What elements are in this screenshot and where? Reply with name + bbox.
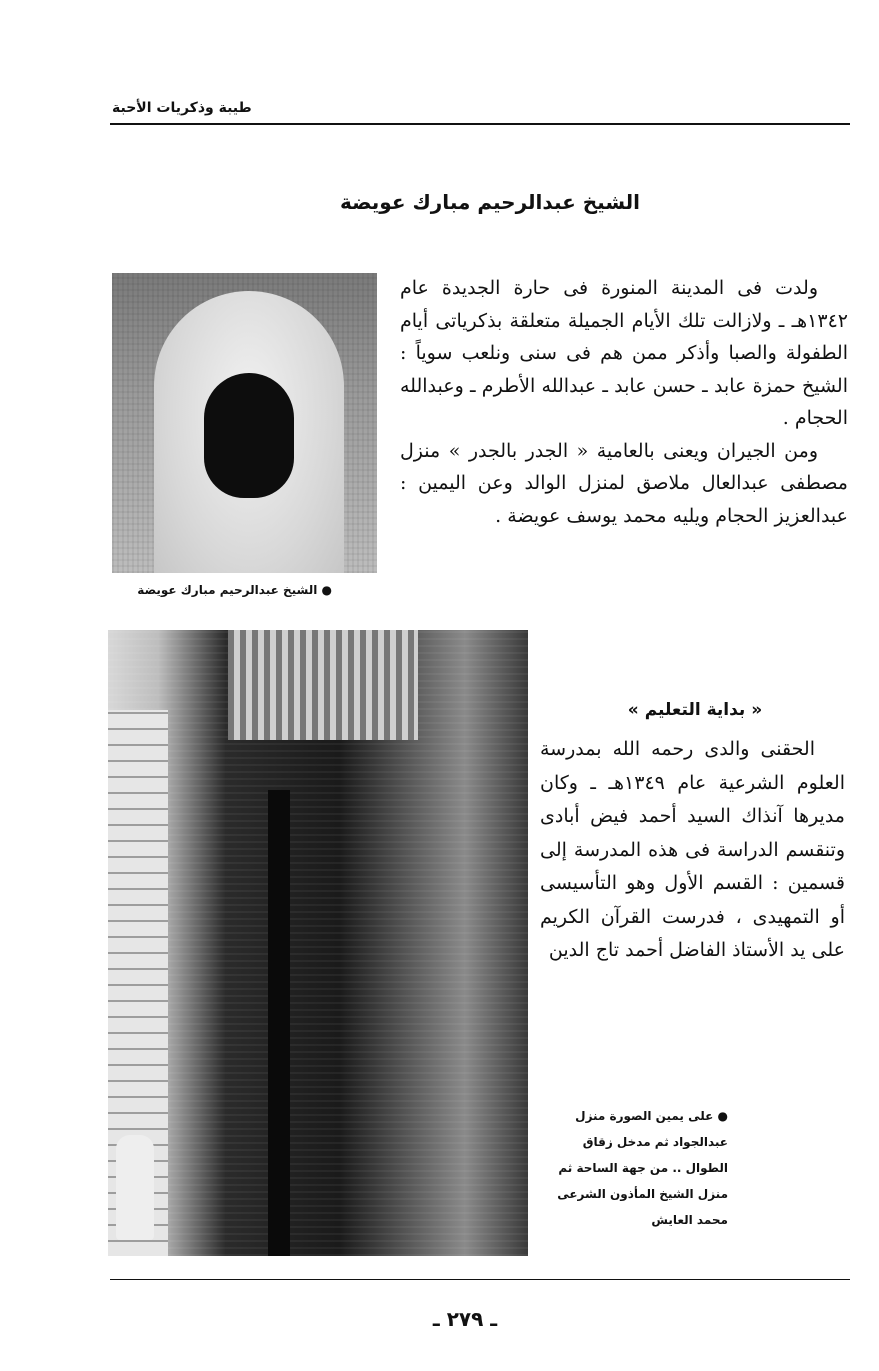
street-photo-window [228, 630, 418, 740]
caption-line: محمد العايش [651, 1213, 728, 1227]
caption-line: الطوال .. من جهة الساحة ثم [558, 1161, 728, 1175]
page-number: ـ ٢٧٩ ـ [432, 1307, 498, 1331]
intro-paragraph: ومن الجيران ويعنى بالعامية « الجدر بالجدر » منزل مصطفى عبدالعال ملاصق لمنزل الوالد وعن اليمين : عبدالعزيز الحجام ويليه محمد يوسف عويضة . [400, 439, 848, 527]
intro-text [400, 272, 848, 532]
street-photo-pole [268, 790, 290, 1256]
section-paragraph: الحقنى والدى رحمه الله بمدرسة العلوم الشرعية عام ١٣٤٩هـ ـ وكان مديرها آنذاك السيد أحمد فيض أبادى وتنقسم الدراسة فى هذه المدرسة إلى قسمين : القسم الأول وهو التأسيسى أو التمهيدى ، فدرست القرآن الكريم على يد الأستاذ الفاضل أحمد تاج الدين [540, 738, 846, 961]
portrait-caption: ● الشيخ عبدالرحيم مبارك عويضة [137, 583, 332, 597]
section-text [540, 733, 845, 968]
intro-paragraph: ولدت فى المدينة المنورة فى حارة الجديدة عام ١٣٤٢هـ ـ ولازالت تلك الأيام الجميلة متعلقة بذكرياتى أيام الطفولة والصبا وأذكر ممن هم فى سنى ونلعب سوياً : الشيخ حمزة عابد ـ حسن عابد ـ عبدالله الأطرم ـ وعبدالله الحجام . [400, 277, 848, 429]
caption-line: منزل الشيخ المأذون الشرعى [557, 1187, 728, 1201]
footer-rule [110, 1279, 850, 1280]
caption-line: عبدالجواد ثم مدخل زقاق [582, 1135, 728, 1149]
section-heading: « بداية التعليم » [627, 700, 763, 720]
article-title: الشيخ عبدالرحيم مبارك عويضة [339, 190, 641, 214]
caption-line: ● على يمين الصورة منزل [575, 1109, 728, 1123]
street-photo-caption [548, 1103, 728, 1233]
running-header: طيبة وذكريات الأحبة [112, 100, 252, 116]
header-rule [110, 123, 850, 125]
street-photo-person [116, 1135, 154, 1240]
street-photo [108, 630, 528, 1256]
portrait-photo [112, 273, 377, 573]
portrait-face-shadow [204, 373, 294, 498]
